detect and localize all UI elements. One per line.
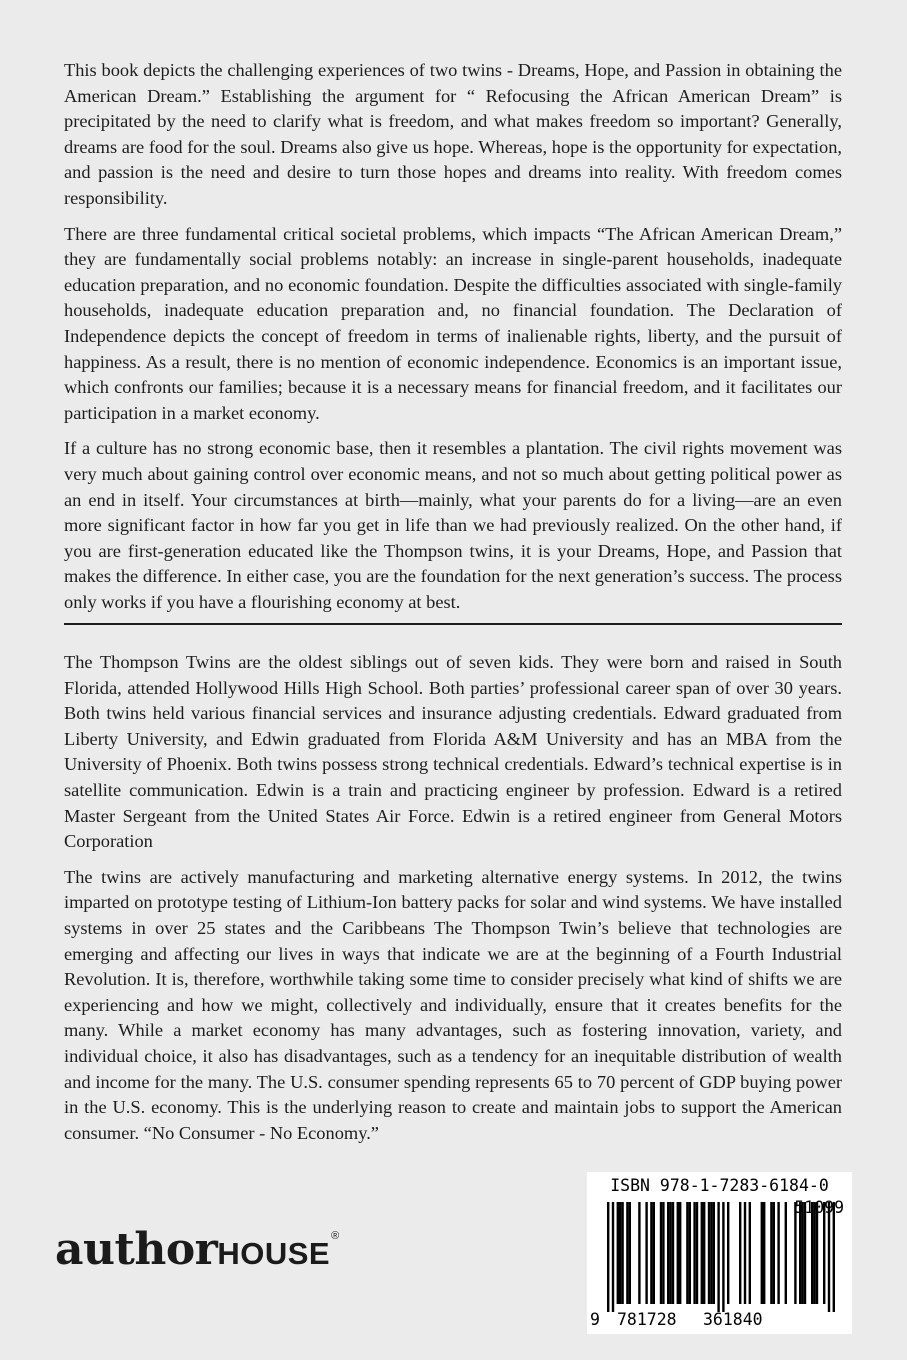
barcode-bar [638, 1202, 640, 1304]
barcode-bar [703, 1202, 705, 1304]
barcode-bar [713, 1202, 715, 1304]
barcode-bar [722, 1202, 724, 1312]
blurb-section [64, 58, 842, 625]
blurb-paragraph: There are three fundamental critical societal problems, which impacts “The African American Dream,” they are fundamentally social problems notably: an increase in single-parent households, inadequate education preparation, and no economic foundation. Despite the difficulties associated with single-family households, inadequate education preparation and, no financial foundation. The Declaration of Independence depicts the concept of freedom in terms of inalienable rights, liberty, and the pursuit of happiness. As a result, there is no mention of economic independence. Economics is an important issue, which confronts our families; because it is a necessary means for financial freedom, and it facilitates our participation in a market economy. [64, 223, 842, 423]
barcode-bar [662, 1202, 664, 1304]
barcode-bar [727, 1202, 729, 1304]
isbn-barcode [587, 1172, 852, 1334]
barcode-bar [701, 1202, 703, 1304]
section-divider [64, 623, 842, 625]
barcode-bar [761, 1202, 763, 1304]
ean-first-digit: 9 [590, 1310, 600, 1329]
price-code: 51099 [794, 1198, 844, 1217]
blurb-paragraph: This book depicts the challenging experiences of two twins - Dreams, Hope, and Passion in obtaining the American Dream.” Establishing the argument for “ Refocusing the African American Dream” is precipitated by the need to clarify what is freedom, and what makes freedom so important? Generally, dreams are food for the soul. Dreams also give us hope. Whereas, hope is the opportunity for expectation, and passion is the need and desire to turn those hopes and dreams into reality. With freedom comes responsibility. [64, 60, 842, 208]
barcode-bar [672, 1202, 674, 1304]
barcode-bar [607, 1202, 609, 1312]
barcode-bar [749, 1202, 751, 1304]
barcode-bar [710, 1202, 712, 1304]
barcode-bar [626, 1202, 628, 1304]
barcode-bar [650, 1202, 652, 1304]
barcode-bar [696, 1202, 698, 1304]
barcode-bar [667, 1202, 669, 1304]
barcode-bar [653, 1202, 655, 1304]
logo-uppercase-text: HOUSE [217, 1236, 331, 1271]
author-bio-section [64, 650, 842, 1156]
barcode-bar [645, 1202, 647, 1304]
barcode-bar [739, 1202, 741, 1304]
logo-lowercase-text: author [55, 1224, 218, 1275]
barcode-bar [669, 1202, 671, 1304]
barcode-bar [794, 1202, 796, 1304]
barcode-bar [621, 1202, 623, 1304]
barcode-bar [679, 1202, 681, 1304]
barcode-bar [763, 1202, 765, 1304]
isbn-label: ISBN 978-1-7283-6184-0 [610, 1176, 829, 1195]
barcode-bar [660, 1202, 662, 1304]
registered-mark: ® [331, 1230, 340, 1242]
barcode-bar [708, 1202, 710, 1304]
bio-paragraph: The twins are actively manufacturing and marketing alternative energy systems. In 2012, the twins imparted on prototype testing of Lithium-Ion battery packs for solar and wind systems. We have installed systems in over 25 states and the Caribbeans The Thompson Twin’s believe that technologies are emerging and affecting our lives in ways that indicate we are at the beginning of a Fourth Industrial Revolution. It is, therefore, worthwhile taking some time to consider precisely what kind of shifts we are experiencing and how we might, collectively and individually, ensure that it creates benefits for the many. While a market economy has many advantages, such as fostering innovation, variety, and individual choice, it also has disadvantages, such as a tendency for an inequitable distribution of wealth and income for the many. The U.S. consumer spending represents 65 to 70 percent of GDP buying power in the U.S. economy. This is the underlying reason to create and maintain jobs to support the American consumer. “No Consumer - No Economy.” [64, 866, 842, 1143]
barcode-bar [823, 1202, 825, 1304]
barcode-bar [693, 1202, 695, 1304]
barcode-bar [828, 1202, 830, 1312]
barcode-bar [773, 1202, 775, 1304]
barcode-bar [816, 1202, 818, 1304]
barcode-bar [813, 1202, 815, 1304]
barcode-bar [619, 1202, 621, 1304]
barcode-bar [629, 1202, 631, 1304]
barcode-bar [770, 1202, 772, 1304]
barcode-bar [799, 1202, 801, 1304]
barcode-bar [686, 1202, 688, 1304]
barcode-bar [833, 1202, 835, 1312]
barcode-bar [811, 1202, 813, 1304]
ean-left-group: 781728 [617, 1310, 677, 1329]
blurb-paragraph: If a culture has no strong economic base, then it resembles a plantation. The civil rights movement was very much about gaining control over economic means, and not so much about getting political power as an end in itself. Your circumstances at birth—mainly, what your parents do for a living—are an even more significant factor in how far you get in life than we had previously realized. On the other hand, if you are first-generation educated like the Thompson twins, it is your Dreams, Hope, and Passion that makes the difference. In either case, you are the foundation for the next generation’s success. The process only works if you have a flourishing economy at best. [64, 438, 842, 612]
publisher-logo [55, 1224, 338, 1275]
barcode-bar [804, 1202, 806, 1304]
barcode-bar [785, 1202, 787, 1304]
bio-paragraph: The Thompson Twins are the oldest siblings out of seven kids. They were born and raised in South Florida, attended Hollywood Hills High School. Both parties’ professional career span of over 30 years. Both twins held various financial services and insurance adjusting credentials. Edward graduated from Liberty University, and Edwin graduated from Florida A&M University and has an MBA from the University of Phoenix. Both twins possess strong technical credentials. Edward’s technical expertise is in satellite communication. Edwin is a train and practicing engineer by profession. Edward is a retired Master Sergeant from the United States Air Force. Edwin is a retired engineer from General Motors Corporation [64, 652, 842, 852]
barcode-bar [801, 1202, 803, 1304]
barcode-bar [612, 1202, 614, 1312]
barcode-bar [617, 1202, 619, 1304]
barcode-bar [777, 1202, 779, 1304]
ean-right-group: 361840 [703, 1310, 763, 1329]
barcode-bar [717, 1202, 719, 1312]
barcode-bar [677, 1202, 679, 1304]
barcode-bar [689, 1202, 691, 1304]
barcode-bar [744, 1202, 746, 1304]
